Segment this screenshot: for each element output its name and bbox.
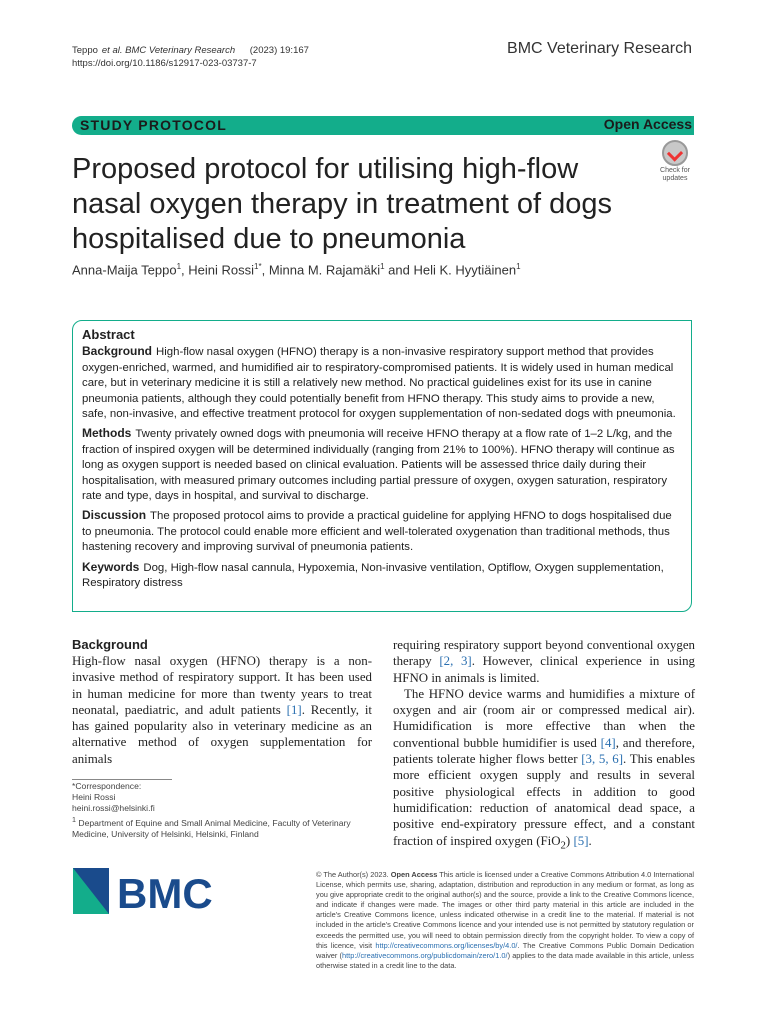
author-affiliation: 1 [176,262,182,271]
citation-author: Teppo [72,45,98,56]
correspondence-name: Heini Rossi [72,792,116,803]
abstract-methods-text: Twenty privately owned dogs with pneumonia will receive HFNO therapy at a flow rate of 1–2 L/kg, and the fraction of inspired oxygen will be determined individually (ranging from 21% to 100%). HFNO therapy will continue as long as oxygen support is needed based on clinical evaluation. Patients will be assessed thrice daily during their hospitalisation, with measured primary outcomes including partial pressure of oxygen, oxygen saturation, respiratory rate and type, days in hospital, and survival to discharge. [82,428,675,503]
reference-link[interactable]: [1] [286,702,302,717]
body-text: The HFNO device warms and humidifies a mixture of oxygen and air (room air or compressed medical air). Humidification is more effective than when the conventional bubble humidifier is used [393,686,695,750]
author-affiliation: 1 [516,262,521,271]
license-body: This article is licensed under a Creative Commons Attribution 4.0 International License, which permits use, sharing, adaptation, distribution and reproduction in any medium or format, as long as you give appropriate credit to the original author(s) and the source, provide a link to the Creative Commons licence, and indicate if changes were made. The images or other third party material in this article are included in the article's Creative Commons licence, unless indicated otherwise in a credit line to the material. If material is not included in the article's Creative Commons licence and your intended use is not permitted by statutory regulation or exceeds the permitted use, you will need to obtain permission directly from the copyright holder. To view a copy of this licence, visit [316,870,694,950]
body-text: . [588,833,592,848]
abstract-content [82,327,682,596]
body-text: , and therefore, patients tolerate higher flows better [393,735,695,767]
reference-link[interactable]: [4] [600,735,616,750]
body-paragraph [393,686,695,854]
body-text: . This enables more efficient oxygen supply and results in several positive physiological effects in addition to good humidification: reduction of anatomical dead space, a positive end-expiratory pressure effect, and a constant fraction of inspired oxygen (FiO [393,752,695,848]
author-separator: , [261,262,266,278]
reference-link[interactable]: [5] [573,833,589,848]
author-list [72,262,521,277]
license-open-access: Open Access [390,870,438,879]
subscript: 2 [560,839,566,852]
check-updates-text-2: updates [662,175,688,182]
abstract-background-label: Background [82,344,153,359]
affiliation-number: 1 [72,815,76,824]
author-separator: , [181,262,185,278]
section-heading-background: Background [72,637,148,652]
body-text: . Recently, it has gained popularity also in veterinary medicine as an alternative method of oxygen supplementation for animals [72,702,372,766]
public-domain-link[interactable]: http://creativecommons.org/publicdomain/zero/1.0/ [342,950,508,960]
article-title: Proposed protocol for utilising high-flow nasal oxygen therapy in treatment of dogs hospitalised due to pneumonia [72,153,613,255]
license-copyright: © The Author(s) 2023. [316,870,389,879]
body-right-column [393,637,695,853]
check-updates-icon [662,140,688,166]
bmc-logo-text: BMC [117,870,213,917]
bmc-logo-icon [73,866,215,918]
check-updates-text-1: Check for [660,167,690,174]
abstract-background [82,344,682,422]
bmc-logo [73,866,215,918]
abstract-keywords [82,560,682,592]
journal-name: BMC Veterinary Research [507,40,692,57]
check-for-updates-button[interactable] [655,140,695,182]
author-name[interactable]: Heini Rossi [188,262,255,278]
license-link[interactable]: http://creativecommons.org/licenses/by/4.0/ [375,940,518,950]
author-name[interactable]: Anna-Maija Teppo [72,262,177,278]
license-body: . The Creative Commons Public Domain Dedication waiver ( [316,940,694,960]
license-body: ) applies to the data made available in this article, unless otherwise stated in a credit line to the data. [316,950,694,970]
citation-header [72,44,372,70]
body-text: . However, clinical experience in using HFNO in animals is limited. [393,654,695,685]
license-text [316,870,694,971]
footnotes [72,781,372,840]
footnote-divider [72,779,172,780]
body-text: ) [565,833,571,848]
body-text: requiring respiratory support beyond conventional oxygen therapy [393,638,695,669]
author-conjunction: and [388,262,410,278]
abstract-discussion-text: The proposed protocol aims to provide a practical guideline for applying HFNO to dogs hospitalised due to pneumonia. The protocol could enable more efficient and well-tolerated oxygenation than traditional methods, thus hastening recovery and improving survival of pneumonia patients. [82,510,672,554]
article-type-label: STUDY PROTOCOL [80,117,227,133]
abstract-discussion-label: Discussion [82,508,147,523]
correspondence-label: *Correspondence: [72,781,142,791]
correspondence-email[interactable]: heini.rossi@helsinki.fi [72,803,155,814]
body-paragraph [393,637,695,686]
affiliation [72,815,372,840]
author-name[interactable]: Heli K. Hyytiäinen [413,262,517,278]
doi-link[interactable]: https://doi.org/10.1186/s12917-023-03737-7 [72,58,257,69]
body-paragraph [72,653,372,767]
abstract-keywords-label: Keywords [82,559,140,574]
citation-year-volume: (2023) 19:167 [249,45,309,56]
reference-link[interactable]: [2, 3] [439,654,472,669]
body-text: High-flow nasal oxygen (HFNO) therapy is a non-invasive method of respiratory support. It has been used in human medicine for more than twenty years to treat neonatal, paediatric, and adult patients [72,654,372,717]
open-access-label: Open Access [603,116,692,132]
affiliation-text: Department of Equine and Small Animal Medicine, Faculty of Veterinary Medicine, University of Helsinki, Helsinki, Finland [72,817,351,839]
abstract-methods-label: Methods [82,426,132,441]
author-name[interactable]: Minna M. Rajamäki [268,262,381,278]
abstract-discussion [82,508,682,555]
author-affiliation: 1* [254,262,262,271]
author-affiliation: 1 [380,262,385,271]
abstract-methods [82,426,682,504]
reference-link[interactable]: [3, 5, 6] [581,752,624,767]
abstract-heading: Abstract [82,327,135,342]
abstract-background-text: High-flow nasal oxygen (HFNO) therapy is a non-invasive respiratory support method that provides oxygen-enriched, warmed, and humidified air to respiratory-compromised patients. It is widely used in human medical care, but in veterinary medicine it is still a relatively new method. No practical guidelines exist for its use in canine pneumonia patients, although they could potentially benefit from HFNO therapy. This study aims to provide a new, safe, non-invasive, and effective treatment protocol for oxygen supplementation of non-sedated dogs with pneumonia. [82,346,676,421]
citation-journal: et al. BMC Veterinary Research [101,45,236,56]
body-left-column [72,637,372,767]
abstract-keywords-text: Dog, High-flow nasal cannula, Hypoxemia, Non-invasive ventilation, Optiflow, Oxygen supplementation, Respiratory distress [82,561,664,590]
